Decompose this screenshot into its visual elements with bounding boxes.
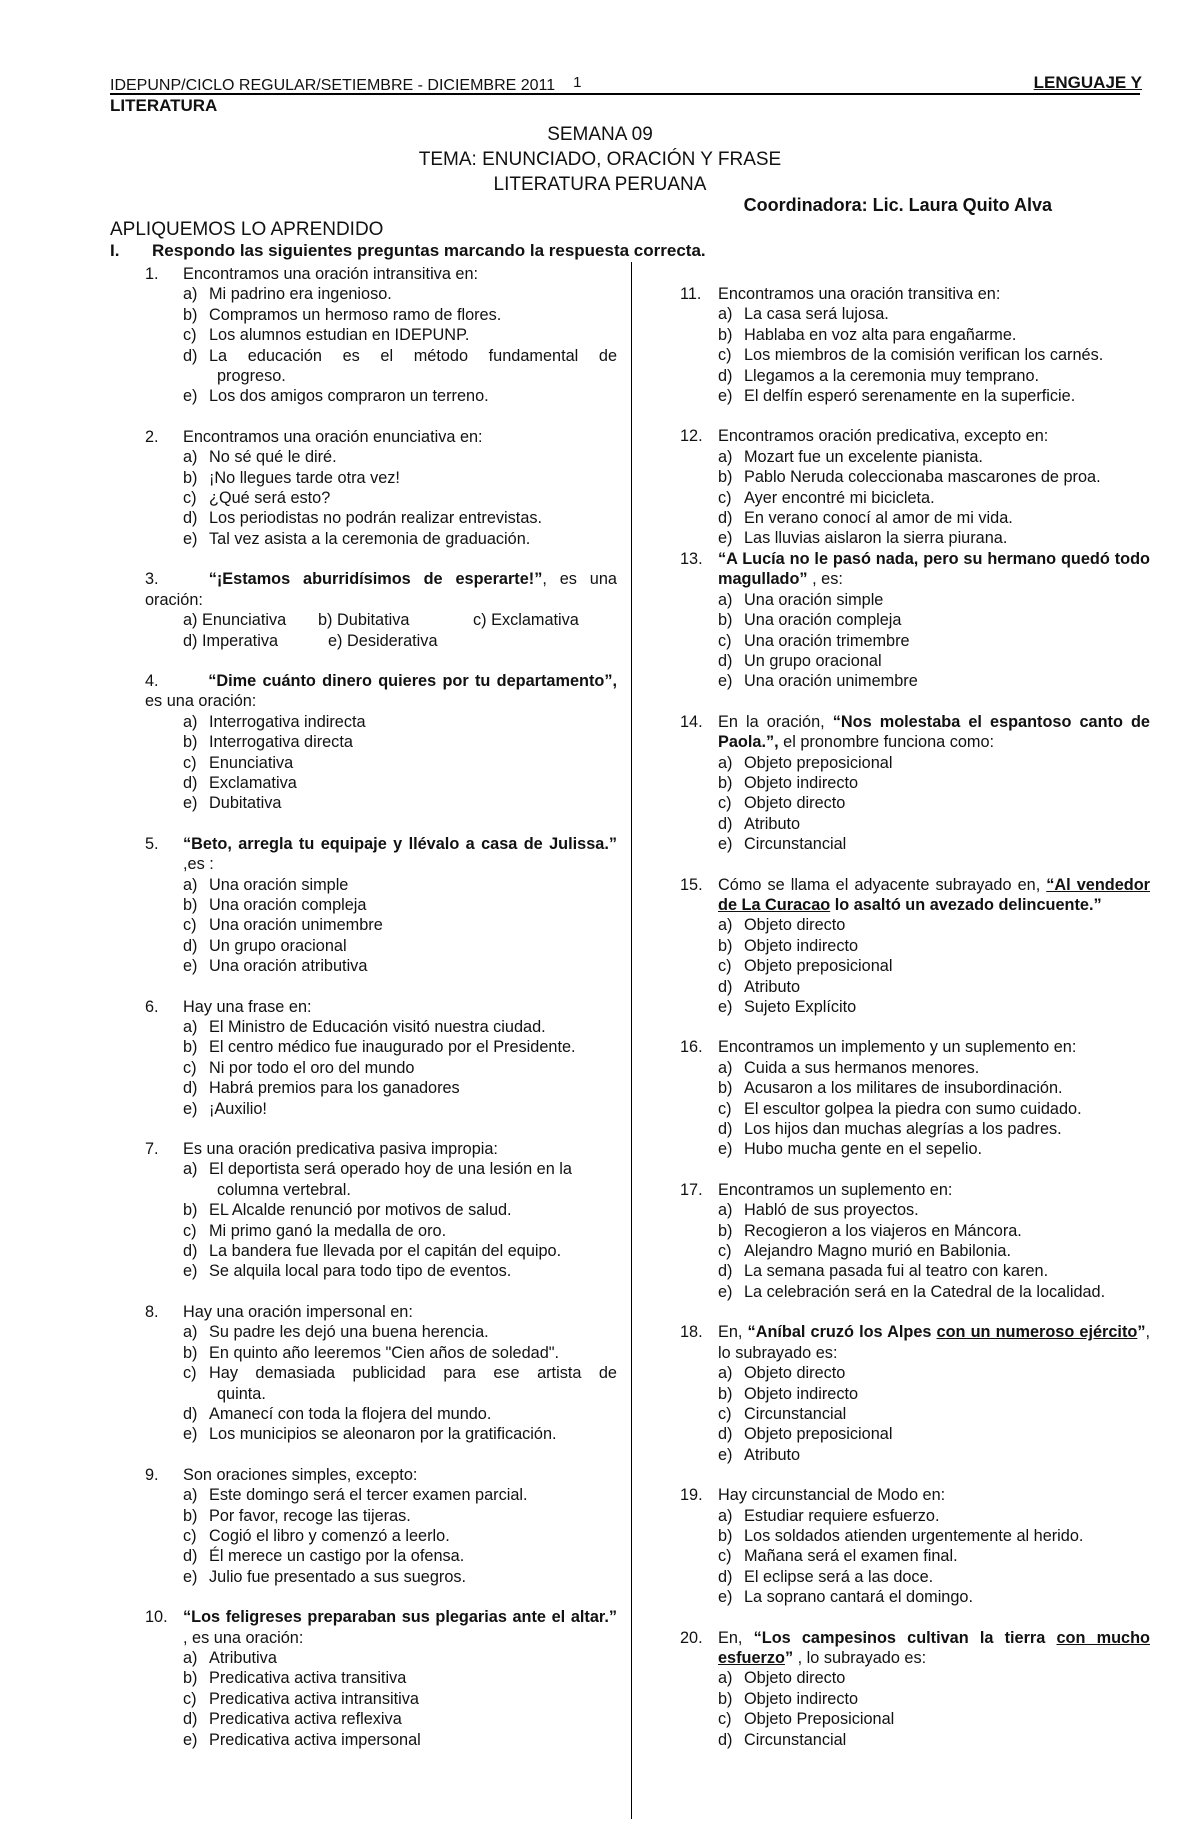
- question-stem: Son oraciones simples, excepto:: [183, 1465, 418, 1484]
- option-d: d) Llegamos a la ceremonia muy temprano.: [718, 366, 1040, 385]
- option-d: d) Circunstancial: [718, 1730, 847, 1749]
- question-stem: Hay circunstancial de Modo en:: [718, 1486, 946, 1505]
- option-e: e) Sujeto Explícito: [718, 998, 857, 1016]
- option-e: e) Julio fue presentado a sus suegros.: [183, 1567, 467, 1586]
- question-stem: En, “Aníbal cruzó los Alpes con un numeroso ejército”, lo subrayado es:: [718, 1323, 1150, 1362]
- option-a: a) Atributiva: [183, 1648, 277, 1667]
- option-c: c) Objeto Preposicional: [718, 1710, 895, 1729]
- option-d: d) Un grupo oracional: [183, 936, 347, 955]
- option-c: c) Objeto directo: [718, 794, 846, 813]
- option-d: d) Objeto preposicional: [718, 1425, 893, 1444]
- question-stem: En la oración, “Nos molestaba el espantoso canto de Paola.”, el pronombre funciona como:: [718, 712, 1150, 752]
- option-b: b) Compramos un hermoso ramo de flores.: [183, 305, 502, 324]
- question-stem: 3. “¡Estamos aburridísimos de esperarte!”, es una oración:: [145, 570, 617, 609]
- question-stem: Encontramos oración predicativa, excepto en:: [718, 427, 1049, 446]
- option-c: c) Una oración unimembre: [183, 916, 383, 935]
- question-number: 2.: [145, 427, 159, 446]
- option-e: e) Se alquila local para todo tipo de eventos.: [183, 1262, 512, 1281]
- option-b: b) Hablaba en voz alta para engañarme.: [718, 325, 1017, 344]
- option-e: e) El delfín esperó serenamente en la superficie.: [718, 387, 1076, 406]
- question-1: [145, 264, 617, 407]
- question-13: [680, 549, 1150, 692]
- option-c: c) Ni por todo el oro del mundo: [183, 1058, 415, 1077]
- option-d: d) Los periodistas no podrán realizar entrevistas.: [183, 509, 543, 528]
- question-number: 7.: [145, 1140, 159, 1159]
- literature-title: LITERATURA PERUANA: [493, 174, 707, 195]
- option-c: c) Predicativa activa intransitiva: [183, 1689, 419, 1708]
- question-8: [145, 1302, 617, 1445]
- question-stem: Es una oración predicativa pasiva impropia:: [183, 1140, 498, 1159]
- title-block: [0, 122, 1200, 197]
- option-a: a) Objeto directo: [718, 916, 846, 935]
- option-d: d) El eclipse será a las doce.: [718, 1567, 934, 1586]
- question-stem: Hay una frase en:: [183, 997, 312, 1016]
- option-c: c) ¿Qué será esto?: [183, 489, 331, 508]
- option-a: a) Mozart fue un excelente pianista.: [718, 447, 983, 466]
- question-14: [680, 712, 1150, 855]
- section-title: APLIQUEMOS LO APRENDIDO: [110, 219, 384, 240]
- option-e: e) La celebración será en la Catedral de la localidad.: [718, 1282, 1106, 1301]
- question-number: 8.: [145, 1302, 159, 1321]
- option-e: e) La soprano cantará el domingo.: [718, 1588, 973, 1607]
- option-b: b) Predicativa activa transitiva: [183, 1669, 407, 1688]
- option-c: c) Hay demasiada publicidad para ese artista de quinta.: [183, 1364, 617, 1403]
- question-number: 12.: [680, 427, 703, 446]
- option-d: d) La semana pasada fui al teatro con karen.: [718, 1262, 1049, 1281]
- option-a: a) Objeto directo: [718, 1364, 846, 1383]
- option-a: a) Enunciativa: [183, 611, 287, 630]
- question-4: [145, 671, 617, 814]
- question-stem: “Beto, arregla tu equipaje y llévalo a casa de Julissa.” ,es :: [183, 834, 617, 874]
- option-d: d) Amanecí con toda la flojera del mundo.: [183, 1404, 492, 1423]
- option-b: b) Dubitativa: [318, 611, 410, 630]
- question-stem: Hay una oración impersonal en:: [183, 1302, 413, 1321]
- option-d: d) Atributo: [718, 977, 801, 996]
- question-20: [680, 1628, 1150, 1750]
- question-stem: “A Lucía no le pasó nada, pero su hermano quedó todo magullado” , es:: [718, 549, 1150, 589]
- option-c: c) Ayer encontré mi bicicleta.: [718, 488, 935, 507]
- topic-title: TEMA: ENUNCIADO, ORACIÓN Y FRASE: [418, 149, 782, 170]
- option-b: b) Acusaron a los militares de insubordinación.: [718, 1079, 1063, 1098]
- option-d: d) Exclamativa: [183, 773, 297, 792]
- instruction-text: Respondo las siguientes preguntas marcando la respuesta correcta.: [152, 241, 706, 260]
- question-number: 9.: [145, 1465, 159, 1484]
- option-b: b) Objeto indirecto: [718, 1689, 859, 1708]
- option-b: b) Objeto indirecto: [718, 773, 859, 792]
- option-e: e) Dubitativa: [183, 794, 282, 813]
- option-b: b) Los soldados atienden urgentemente al herido.: [718, 1526, 1084, 1545]
- question-18: [680, 1322, 1150, 1465]
- option-a: a) Una oración simple: [718, 590, 884, 609]
- option-c: c) Los miembros de la comisión verifican los carnés.: [718, 346, 1104, 365]
- option-c: c) Alejandro Magno murió en Babilonia.: [718, 1242, 1011, 1261]
- option-a: a) Habló de sus proyectos.: [718, 1201, 919, 1220]
- option-e: e) Predicativa activa impersonal: [183, 1730, 421, 1749]
- question-number: 4.: [145, 671, 159, 690]
- header-subject-cont: LITERATURA: [110, 96, 218, 115]
- instruction-number: I.: [110, 241, 120, 260]
- question-stem: Encontramos una oración intransitiva en:: [183, 265, 479, 283]
- question-6: [145, 997, 617, 1119]
- option-c: c) Los alumnos estudian en IDEPUNP.: [183, 326, 470, 345]
- option-e: e) Una oración atributiva: [183, 957, 368, 976]
- option-a: a) El deportista será operado hoy de una lesión en la columna vertebral.: [183, 1160, 572, 1199]
- question-number: 5.: [145, 834, 159, 853]
- header-rule: [110, 93, 1140, 95]
- option-d: d) La bandera fue llevada por el capitán del equipo.: [183, 1242, 562, 1261]
- coordinator: Coordinadora: Lic. Laura Quito Alva: [743, 195, 1052, 215]
- option-d: d) Los hijos dan muchas alegrías a los padres.: [718, 1120, 1062, 1139]
- option-d: d) Predicativa activa reflexiva: [183, 1710, 402, 1729]
- option-a: a) Objeto directo: [718, 1669, 846, 1688]
- option-b: b) ¡No llegues tarde otra vez!: [183, 468, 400, 487]
- option-b: b) Una oración compleja: [718, 611, 902, 630]
- option-a: a) Este domingo será el tercer examen parcial.: [183, 1486, 528, 1505]
- option-d: d) Atributo: [718, 814, 801, 833]
- option-b: b) El centro médico fue inaugurado por el Presidente.: [183, 1038, 576, 1057]
- question-number: 10.: [145, 1608, 168, 1627]
- question-10: [145, 1607, 617, 1750]
- option-c: c) Exclamativa: [473, 611, 579, 630]
- option-b: b) En quinto año leeremos "Cien años de soledad".: [183, 1343, 560, 1362]
- option-e: e) Circunstancial: [718, 835, 847, 854]
- option-c: c) Circunstancial: [718, 1404, 847, 1423]
- option-a: a) No sé qué le diré.: [183, 448, 337, 467]
- option-c: c) Mañana será el examen final.: [718, 1547, 958, 1566]
- header-course: IDEPUNP/CICLO REGULAR/SETIEMBRE - DICIEMBRE 2011: [110, 77, 556, 94]
- question-stem: Encontramos un implemento y un suplemento en:: [718, 1038, 1077, 1057]
- column-divider: [631, 262, 632, 1819]
- question-number: 11.: [680, 285, 702, 303]
- option-b: b) EL Alcalde renunció por motivos de salud.: [183, 1201, 512, 1220]
- page-number: 1: [573, 74, 582, 91]
- option-d: d) La educación es el método fundamental de progreso.: [183, 346, 617, 386]
- instruction: [110, 241, 706, 261]
- option-e: e) Los municipios se aleonaron por la gratificación.: [183, 1425, 557, 1444]
- question-17: [680, 1180, 1150, 1302]
- question-number: 17.: [680, 1180, 703, 1199]
- option-d: d) Habrá premios para los ganadores: [183, 1079, 460, 1098]
- question-number: 19.: [680, 1486, 703, 1505]
- question-stem: Encontramos una oración transitiva en:: [718, 285, 1001, 303]
- question-number: 1.: [145, 265, 159, 283]
- question-9: [145, 1465, 617, 1587]
- option-a: a) Mi padrino era ingenioso.: [183, 285, 392, 304]
- option-b: b) Objeto indirecto: [718, 936, 859, 955]
- option-c: c) Objeto preposicional: [718, 957, 893, 976]
- question-3: [145, 569, 617, 651]
- options-row-2: [145, 631, 617, 651]
- left-column: [145, 264, 617, 1750]
- header-left: [110, 74, 581, 95]
- question-stem: “Los feligreses preparaban sus plegarias ante el altar.” , es una oración:: [183, 1608, 617, 1647]
- option-e: e) Atributo: [718, 1445, 801, 1464]
- option-e: e) ¡Auxilio!: [183, 1099, 267, 1118]
- option-b: b) Objeto indirecto: [718, 1384, 859, 1403]
- question-2: [145, 427, 617, 549]
- question-number: 16.: [680, 1038, 703, 1057]
- option-b: b) Por favor, recoge las tijeras.: [183, 1506, 411, 1525]
- question-16: [680, 1037, 1150, 1159]
- option-d: d) En verano conocí al amor de mi vida.: [718, 509, 1013, 528]
- option-a: a) Objeto preposicional: [718, 753, 893, 772]
- right-column: [680, 284, 1150, 1750]
- question-number: 14.: [680, 712, 703, 731]
- question-11: [680, 284, 1150, 406]
- option-c: c) Una oración trimembre: [718, 631, 910, 650]
- option-b: b) Interrogativa directa: [183, 733, 353, 752]
- question-stem: Cómo se llama el adyacente subrayado en, “Al vendedor de La Curacao lo asaltó un avezado delincuente.”: [718, 875, 1150, 914]
- question-5: [145, 834, 617, 977]
- question-stem: Encontramos un suplemento en:: [718, 1180, 953, 1199]
- option-a: a) Interrogativa indirecta: [183, 712, 366, 731]
- question-number: 18.: [680, 1323, 703, 1342]
- option-a: a) El Ministro de Educación visitó nuestra ciudad.: [183, 1018, 546, 1036]
- option-d: d) Imperativa: [183, 631, 279, 650]
- header-subject: LENGUAJE Y: [1033, 73, 1142, 92]
- question-7: [145, 1139, 617, 1282]
- option-b: b) Una oración compleja: [183, 895, 367, 914]
- question-number: 15.: [680, 875, 703, 894]
- option-a: a) Cuida a sus hermanos menores.: [718, 1058, 980, 1077]
- option-a: a) Su padre les dejó una buena herencia.: [183, 1323, 489, 1342]
- question-15: [680, 875, 1150, 1018]
- option-e: e) Una oración unimembre: [718, 672, 918, 691]
- option-e: e) Tal vez asista a la ceremonia de graduación.: [183, 529, 531, 548]
- question-stem: 4. “Dime cuánto dinero quieres por tu departamento”, es una oración:: [145, 671, 617, 711]
- question-number: 20.: [680, 1628, 703, 1647]
- question-12: [680, 426, 1150, 548]
- week-title: SEMANA 09: [547, 124, 653, 145]
- question-stem: Encontramos una oración enunciativa en:: [183, 427, 483, 446]
- option-d: d) Él merece un castigo por la ofensa.: [183, 1547, 465, 1566]
- option-c: c) Enunciativa: [183, 753, 294, 772]
- question-19: [680, 1485, 1150, 1607]
- option-e: e) Los dos amigos compraron un terreno.: [183, 387, 489, 406]
- option-c: c) El escultor golpea la piedra con sumo cuidado.: [718, 1099, 1082, 1118]
- question-number: 6.: [145, 997, 159, 1016]
- option-b: b) Pablo Neruda coleccionaba mascarones de proa.: [718, 468, 1101, 487]
- option-c: c) Mi primo ganó la medalla de oro.: [183, 1221, 447, 1240]
- question-number: 13.: [680, 549, 703, 568]
- option-e: e) Las lluvias aislaron la sierra piurana.: [718, 529, 1008, 548]
- option-d: d) Un grupo oracional: [718, 651, 882, 670]
- option-e: e) Hubo mucha gente en el sepelio.: [718, 1140, 983, 1159]
- option-a: a) Estudiar requiere esfuerzo.: [718, 1506, 940, 1525]
- option-c: c) Cogió el libro y comenzó a leerlo.: [183, 1526, 450, 1545]
- options-row-1: [145, 610, 617, 630]
- question-number: 3.: [145, 570, 159, 589]
- question-stem: En, “Los campesinos cultivan la tierra con mucho esfuerzo” , lo subrayado es:: [718, 1628, 1150, 1667]
- option-b: b) Recogieron a los viajeros en Máncora.: [718, 1221, 1022, 1240]
- option-e: e) Desiderativa: [328, 631, 438, 650]
- option-a: a) La casa será lujosa.: [718, 305, 889, 324]
- option-a: a) Una oración simple: [183, 875, 349, 894]
